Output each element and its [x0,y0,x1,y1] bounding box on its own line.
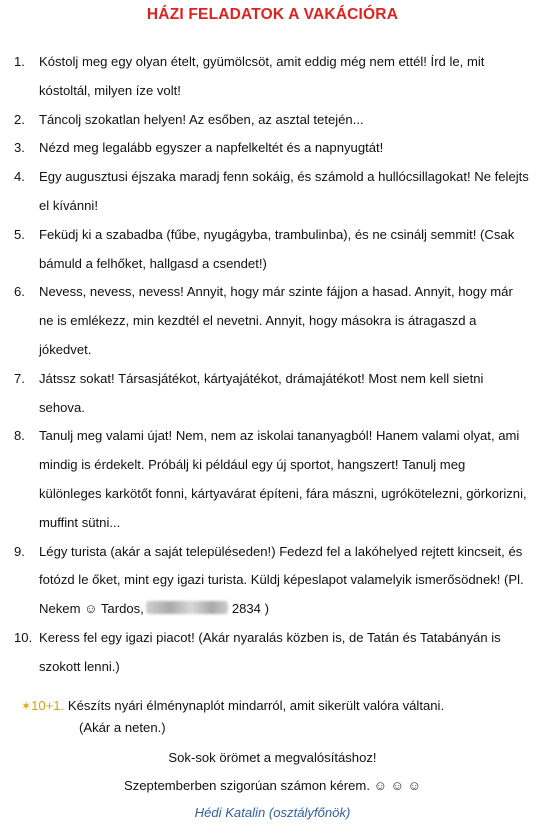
item-number: 2. [14,111,25,127]
list-item [14,134,530,163]
item-number: 1. [14,54,25,69]
item-number: 10. [14,629,33,645]
item-text: Feküdj ki a szabadba (fűbe, nyugágyba, trambulinba), és ne csinálj semmit! (Csak bámuld a felhőket, hallgasd a csendet!) [39,226,515,271]
item-number: 6. [14,284,25,300]
item-number: 4. [14,169,25,185]
item-number: 8. [14,428,25,444]
page-title: HÁZI FELADATOK A VAKÁCIÓRA [146,6,399,23]
list-item [14,278,530,364]
item-number: 7. [14,370,25,386]
list-item [14,624,530,682]
item-text: Kóstolj meg egy olyan ételt, gyümölcsöt, amit eddig még nem ettél! Írd le, mit kóstoltál, milyen íze volt! [39,54,485,98]
item-number: 5. [14,226,25,242]
list-item [14,422,530,537]
item-text: Keress fel egy igazi piacot! (Akár nyaralás közben is, de Tatán és Tatabányán is szokott lenni.) [39,629,501,674]
item-text: Egy augusztusi éjszaka maradj fenn sokáig, és számold a hullócsillagokat! Ne felejts el kívánni! [39,169,529,213]
list-item [14,106,530,135]
bonus-text-2: (Akár a neten.) [79,720,166,735]
list-item [14,538,530,624]
item-text: Nézd meg legalább egyszer a napfelkeltét és a napnyugtát! [39,140,384,156]
bonus-task [21,695,521,738]
item-text: Játssz sokat! Társasjátékot, kártyajátékot, drámajátékot! Most nem kell sietni sehova. [39,370,484,415]
list-item [14,221,530,279]
item-text: Légy turista (akár a saját településeden!) Fedezd fel a lakóhelyed rejtett kincseit, és fotózd le őket, mint egy igazi turista. Küldj képeslapot valamelyik ismerősödnek! (Pl. Nekem ☺ Tardos, [39,543,524,617]
star-icon: ✶ [21,699,32,713]
signature: Hédi Katalin (osztályfőnök) [194,805,351,820]
item-number: 9. [14,543,25,559]
bonus-text: Készíts nyári élménynaplót mindarról, amit sikerült valóra váltani. [67,698,445,713]
list-item [14,365,530,423]
closing-line-1: Sok-sok örömet a megvalósításhoz! [168,750,377,765]
homework-list [14,48,530,682]
redacted-address [146,601,228,614]
item-text: Táncolj szokatlan helyen! Az esőben, az asztal tetején... [39,111,364,127]
item-text: Nevess, nevess, nevess! Annyit, hogy már szinte fájjon a hasad. Annyit, hogy már ne is emlékezz, min kezdtél el nevetni. Annyit, hogy másokra is átragaszd a jókedvet. [39,284,513,357]
item-text-postal: 2834 ) [231,601,269,617]
item-text: Tanulj meg valami újat! Nem, nem az iskolai tananyagból! Hanem valami olyat, ami mindig is érdekelt. Próbálj ki például egy új sportot, hangszert! Tanulj meg különleges karkötőt fonni, kártyavárat építeni, fára mászni, ugrókötelezni, görkorizni, muffint sütni... [39,428,527,530]
list-item [14,163,530,221]
list-item [14,48,530,106]
bonus-number: 10+1. [31,698,65,713]
closing-line-2: Szeptemberben szigorúan számon kérem. ☺ ☺ ☺ [123,778,421,793]
item-number: 3. [14,140,25,156]
